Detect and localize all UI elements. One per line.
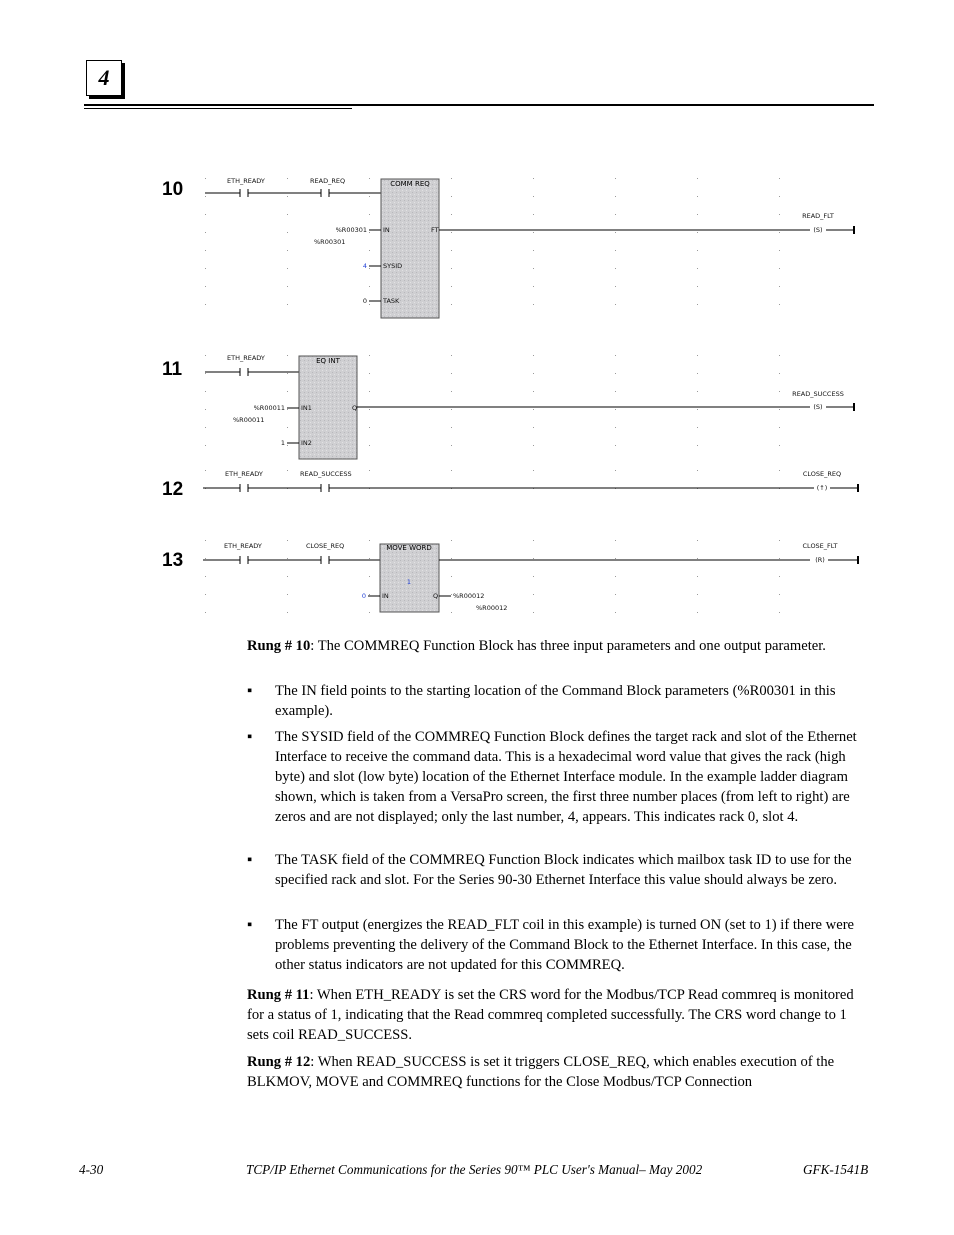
grid-dot	[697, 304, 698, 305]
grid-dot	[779, 445, 780, 446]
grid-dot	[779, 250, 780, 251]
block-output-ft: FT	[431, 226, 439, 234]
bullet-mark: ▪	[247, 729, 253, 745]
grid-dot	[205, 286, 206, 287]
grid-dot	[451, 558, 452, 559]
contact-label: READ_REQ	[310, 177, 346, 185]
grid-dot	[369, 268, 370, 269]
grid-dot	[369, 445, 370, 446]
grid-dot	[287, 427, 288, 428]
grid-dot	[451, 268, 452, 269]
grid-dot	[779, 558, 780, 559]
grid-dot	[287, 391, 288, 392]
reference-label: %R00301	[314, 238, 346, 246]
grid-dot	[697, 612, 698, 613]
grid-dot	[779, 427, 780, 428]
grid-dot	[205, 232, 206, 233]
rung12-heading: Rung # 12	[247, 1054, 311, 1070]
grid-dot	[369, 250, 370, 251]
grid-dot	[533, 391, 534, 392]
grid-dot	[779, 391, 780, 392]
grid-dot	[533, 445, 534, 446]
grid-dot	[697, 373, 698, 374]
grid-dot	[369, 373, 370, 374]
grid-dot	[369, 594, 370, 595]
contact-read-success	[300, 470, 352, 492]
grid-dot	[451, 427, 452, 428]
grid-dot	[205, 268, 206, 269]
rung11-text: : When ETH_READY is set the CRS word for the Modbus/TCP Read commreq is monitored for a status of 1, indicating that the Read commreq completed successfully. The CRS word change to 1 sets coil READ_SUCCESS.	[247, 987, 854, 1043]
input-value: 1	[280, 439, 285, 447]
grid-dot	[615, 355, 616, 356]
grid-dot	[697, 558, 698, 559]
grid-dot	[205, 612, 206, 613]
grid-dot	[615, 286, 616, 287]
grid-dot	[451, 250, 452, 251]
grid-dot	[205, 214, 206, 215]
grid-dot	[615, 391, 616, 392]
grid-dot	[205, 470, 206, 471]
grid-dot	[779, 594, 780, 595]
coil-symbol: (S)	[813, 226, 823, 234]
block-inside-value: 1	[406, 578, 412, 586]
grid-dot	[451, 232, 452, 233]
contact-label: ETH_READY	[227, 177, 265, 185]
grid-dot	[287, 178, 288, 179]
grid-dot	[697, 470, 698, 471]
grid-dot	[369, 232, 370, 233]
grid-dot	[697, 355, 698, 356]
contact-label: ETH_READY	[224, 542, 262, 550]
input-value: 0	[361, 592, 366, 600]
contact-label: READ_SUCCESS	[300, 470, 352, 478]
rung10-heading: Rung # 10	[247, 638, 311, 654]
function-block-move-word	[380, 544, 439, 612]
rung11-heading: Rung # 11	[247, 987, 310, 1003]
grid-dot	[287, 445, 288, 446]
grid-dot	[697, 214, 698, 215]
coil-read-success	[792, 390, 844, 411]
grid-dot	[369, 178, 370, 179]
contact-close-req	[306, 542, 344, 564]
grid-dot	[287, 540, 288, 541]
grid-dot	[779, 214, 780, 215]
grid-dot	[287, 232, 288, 233]
grid-dot	[779, 304, 780, 305]
grid-dot	[287, 286, 288, 287]
grid-dot	[615, 250, 616, 251]
block-input-task: TASK	[383, 297, 400, 305]
coil-label: READ_SUCCESS	[792, 390, 844, 398]
grid-dot	[779, 268, 780, 269]
grid-dot	[615, 576, 616, 577]
coil-symbol: (S)	[813, 403, 823, 411]
grid-dot	[533, 304, 534, 305]
block-input-in1: IN1	[301, 404, 312, 412]
grid-dot	[533, 178, 534, 179]
grid-dot	[451, 214, 452, 215]
grid-dot	[451, 355, 452, 356]
grid-dot	[287, 594, 288, 595]
grid-dot	[697, 427, 698, 428]
grid-dot	[615, 427, 616, 428]
grid-dot	[615, 612, 616, 613]
rung-number: 11	[162, 359, 183, 380]
coil-label: READ_FLT	[802, 212, 834, 220]
block-output-q: Q	[352, 404, 358, 412]
grid-dot	[697, 196, 698, 197]
grid-dot	[287, 268, 288, 269]
grid-dot	[697, 268, 698, 269]
grid-dot	[287, 576, 288, 577]
grid-dot	[697, 576, 698, 577]
rung12-text: : When READ_SUCCESS is set it triggers CLOSE_REQ, which enables execution of the BLKMOV, MOVE and COMMREQ functions for the Close Modbus/TCP Connection	[247, 1054, 835, 1090]
bullet-sysid-field: The SYSID field of the COMMREQ Function Block defines the target rack and slot of the Ethernet Interface to receive the command data. This is a hexadecimal word value that gives the rack (high byte) and slot (low byte) location of the Ethernet Interface module. In the example ladder diagram shown, which is taken from a VersaPro screen, the first three number places (from left to right) are zeros and are not displayed; only the last number, 4, appears. This indicates rack 0, slot 4.	[275, 729, 857, 825]
function-block-eq-int	[299, 356, 357, 459]
contact-eth-ready	[227, 177, 265, 197]
block-input-sysid: SYSID	[383, 262, 403, 270]
grid-dot	[533, 427, 534, 428]
rung-12	[162, 470, 858, 500]
grid-dot	[779, 178, 780, 179]
bullet-ft-output: The FT output (energizes the READ_FLT coil in this example) is turned ON (set to 1) if there were problems preventing the delivery of the Command Block to the Ethernet Interface. In this case, the other status indicators are not updated for this COMMREQ.	[275, 917, 855, 973]
input-value: %R00301	[335, 226, 367, 234]
grid-dot	[369, 196, 370, 197]
footer-doc-id: GFK-1541B	[803, 1162, 869, 1177]
grid-dot	[533, 250, 534, 251]
grid-dot	[369, 427, 370, 428]
grid-dot	[287, 355, 288, 356]
grid-dot	[205, 576, 206, 577]
grid-dot	[205, 427, 206, 428]
block-input-in: IN	[383, 226, 390, 234]
rung-number: 13	[162, 550, 184, 571]
grid-dot	[779, 232, 780, 233]
chapter-number: 4	[98, 65, 110, 90]
rung-number: 10	[162, 179, 184, 200]
block-output-q: Q	[433, 592, 439, 600]
function-block-commreq	[381, 179, 439, 318]
block-title: EQ INT	[316, 357, 340, 365]
grid-dot	[205, 558, 206, 559]
input-value: %R00011	[253, 404, 285, 412]
grid-dot	[697, 409, 698, 410]
rung-10	[162, 177, 854, 318]
coil-symbol: (↑)	[816, 484, 828, 492]
bullet-mark: ▪	[247, 852, 253, 868]
grid-dot	[451, 470, 452, 471]
grid-dot	[451, 178, 452, 179]
contact-read-req	[310, 177, 345, 197]
grid-dot	[697, 232, 698, 233]
footer-title: TCP/IP Ethernet Communications for the Series 90™ PLC User's Manual– May 2002	[246, 1162, 703, 1177]
grid-dot	[533, 470, 534, 471]
grid-dot	[779, 196, 780, 197]
rung11-paragraph	[247, 985, 862, 1045]
grid-dot	[615, 445, 616, 446]
grid-dot	[205, 373, 206, 374]
grid-dot	[451, 445, 452, 446]
grid-dot	[369, 286, 370, 287]
grid-dot	[615, 214, 616, 215]
grid-dot	[697, 250, 698, 251]
grid-dot	[533, 286, 534, 287]
grid-dot	[615, 268, 616, 269]
grid-dot	[369, 558, 370, 559]
grid-dot	[287, 196, 288, 197]
reference-label: %R00011	[233, 416, 265, 424]
grid-dot	[779, 612, 780, 613]
block-input-in: IN	[382, 592, 389, 600]
rung10-text: : The COMMREQ Function Block has three input parameters and one output parameter.	[310, 638, 826, 654]
grid-dot	[287, 373, 288, 374]
coil-label: CLOSE_REQ	[802, 470, 842, 478]
output-reference: %R00012	[453, 592, 485, 600]
grid-dot	[615, 178, 616, 179]
grid-dot	[287, 470, 288, 471]
grid-dot	[205, 178, 206, 179]
grid-dot	[451, 612, 452, 613]
grid-dot	[779, 355, 780, 356]
rung10-paragraph	[247, 636, 862, 656]
grid-dot	[205, 196, 206, 197]
grid-dot	[533, 594, 534, 595]
bullet-mark: ▪	[247, 683, 253, 699]
grid-dot	[533, 232, 534, 233]
block-title: COMM REQ	[390, 180, 430, 188]
reference-label: %R00012	[476, 604, 508, 612]
grid-dot	[533, 196, 534, 197]
rung-13	[162, 542, 858, 612]
grid-dot	[287, 214, 288, 215]
grid-dot	[287, 612, 288, 613]
grid-dot	[779, 373, 780, 374]
grid-dot	[205, 540, 206, 541]
footer-page-number: 4-30	[79, 1162, 104, 1177]
grid-dot	[451, 409, 452, 410]
grid-dot	[533, 576, 534, 577]
grid-dot	[287, 558, 288, 559]
coil-symbol: (R)	[815, 556, 825, 564]
grid-dot	[369, 355, 370, 356]
bullet-mark: ▪	[247, 917, 253, 933]
grid-dot	[697, 540, 698, 541]
contact-label: CLOSE_REQ	[306, 542, 345, 550]
rung-11	[162, 354, 854, 459]
grid-dot	[779, 576, 780, 577]
bullet-task-field: The TASK field of the COMMREQ Function Block indicates which mailbox task ID to use for the specified rack and slot. For the Series 90-30 Ethernet Interface this value should always be zero.	[275, 852, 852, 888]
grid-dot	[697, 445, 698, 446]
coil-label: CLOSE_FLT	[802, 542, 838, 550]
rung12-paragraph	[247, 1052, 862, 1092]
block-input-in2: IN2	[301, 439, 312, 447]
grid-dot	[451, 286, 452, 287]
grid-dot	[205, 445, 206, 446]
grid-dot	[533, 268, 534, 269]
grid-dot	[451, 594, 452, 595]
grid-dot	[205, 250, 206, 251]
grid-dot	[369, 304, 370, 305]
sysid-value: 4	[362, 262, 367, 270]
grid-dots	[205, 178, 780, 613]
grid-dot	[615, 558, 616, 559]
grid-dot	[615, 196, 616, 197]
grid-dot	[533, 558, 534, 559]
grid-dot	[287, 304, 288, 305]
contact-eth-ready	[227, 354, 265, 376]
grid-dot	[533, 355, 534, 356]
grid-dot	[533, 373, 534, 374]
grid-dot	[697, 391, 698, 392]
grid-dot	[533, 214, 534, 215]
grid-dot	[779, 540, 780, 541]
coil-close-flt	[803, 542, 838, 564]
grid-dot	[615, 594, 616, 595]
grid-dot	[779, 409, 780, 410]
grid-dot	[205, 391, 206, 392]
grid-dot	[451, 540, 452, 541]
grid-dot	[369, 576, 370, 577]
bullet-in-field: The IN field points to the starting location of the Command Block parameters (%R00301 in this example).	[275, 683, 836, 719]
grid-dot	[205, 355, 206, 356]
grid-dot	[533, 409, 534, 410]
block-title: MOVE WORD	[386, 544, 432, 552]
grid-dot	[451, 196, 452, 197]
grid-dot	[369, 470, 370, 471]
grid-dot	[451, 373, 452, 374]
contact-eth-ready	[225, 470, 263, 492]
grid-dot	[697, 178, 698, 179]
grid-dot	[697, 286, 698, 287]
grid-dot	[369, 409, 370, 410]
grid-dot	[287, 409, 288, 410]
grid-dot	[369, 391, 370, 392]
grid-dot	[205, 594, 206, 595]
rung-number: 12	[162, 479, 184, 500]
grid-dot	[615, 232, 616, 233]
grid-dot	[615, 540, 616, 541]
grid-dot	[205, 409, 206, 410]
grid-dot	[287, 250, 288, 251]
grid-dot	[615, 373, 616, 374]
grid-dot	[533, 540, 534, 541]
grid-dot	[369, 540, 370, 541]
grid-dot	[615, 470, 616, 471]
coil-read-flt	[802, 212, 834, 234]
grid-dot	[779, 286, 780, 287]
contact-label: ETH_READY	[225, 470, 263, 478]
contact-label: ETH_READY	[227, 354, 265, 362]
grid-dot	[779, 470, 780, 471]
task-value: 0	[362, 297, 367, 305]
contact-eth-ready	[224, 542, 262, 564]
grid-dot	[533, 612, 534, 613]
grid-dot	[451, 391, 452, 392]
grid-dot	[369, 214, 370, 215]
grid-dot	[205, 304, 206, 305]
grid-dot	[615, 409, 616, 410]
grid-dot	[451, 304, 452, 305]
grid-dot	[697, 594, 698, 595]
grid-dot	[615, 304, 616, 305]
coil-close-req	[803, 470, 841, 492]
grid-dot	[451, 576, 452, 577]
grid-dot	[369, 612, 370, 613]
